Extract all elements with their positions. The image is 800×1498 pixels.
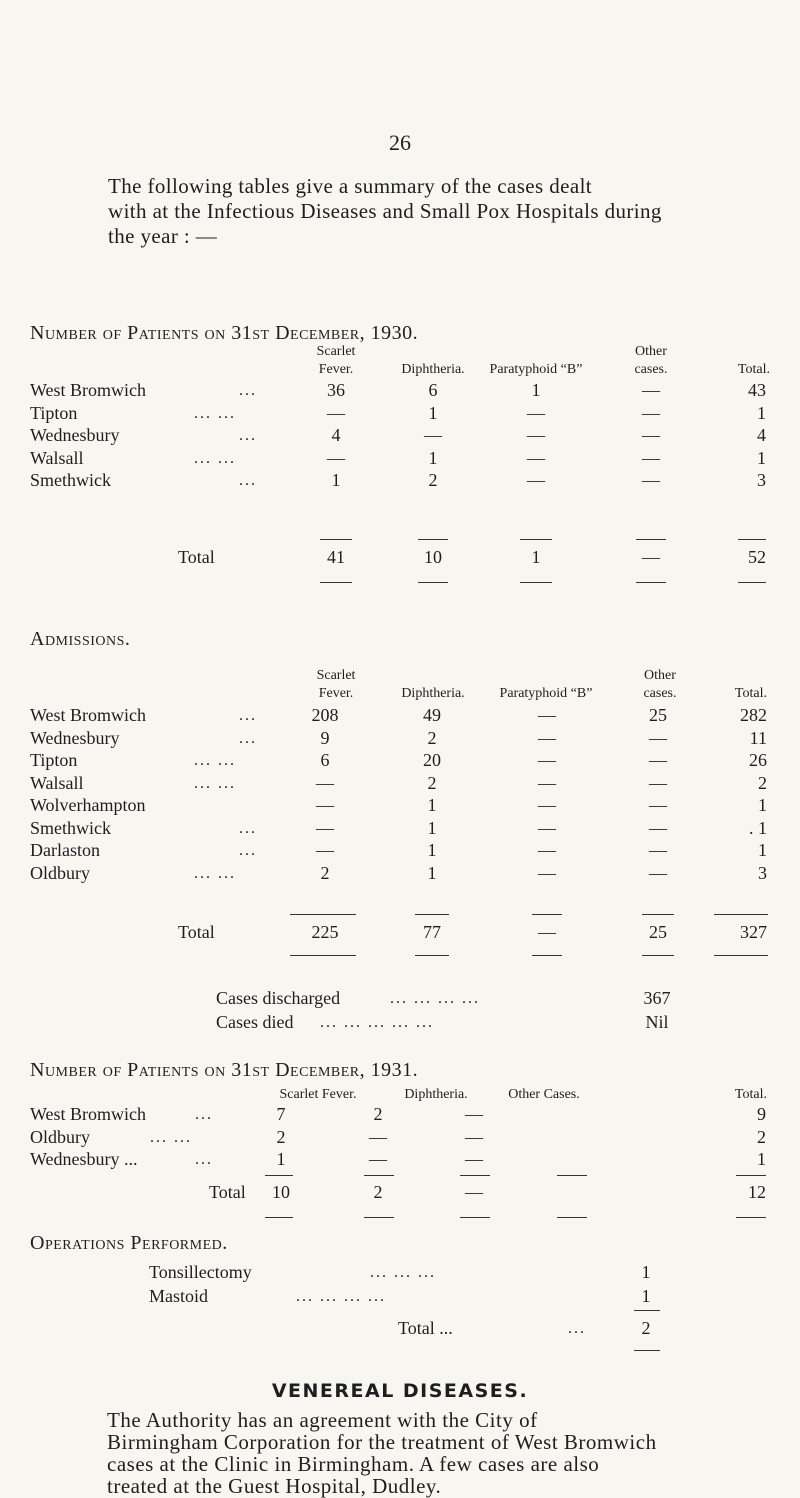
cases-discharged-dots: ... ... ... ... [390,990,480,1007]
table3-total-other: — [465,1182,483,1202]
table1-rule [418,539,448,540]
venereal-line: Birmingham Corporation for the treatment of West Bromwich [107,1430,657,1454]
table3-cell: — [465,1149,483,1169]
table1-cell: — [642,403,660,423]
table2-cell: 20 [423,750,441,770]
table2-rule [415,955,449,956]
table3-row-label: Oldbury [30,1127,90,1147]
table1-row-dots: ... [239,472,257,489]
table2-row-label: Wolverhampton [30,795,146,815]
table1-header-paratyphoid: Paratyphoid “B” [489,362,583,377]
table2-cell-total: 2 [758,773,767,793]
table2-cell: — [649,750,667,770]
table3-rule [557,1217,587,1218]
table3-rule [557,1175,587,1176]
table2-header-other-line2: cases. [643,686,677,701]
table1-cell: — [327,403,345,423]
table3-header-total: Total. [734,1087,767,1102]
operation-dots: ... ... ... ... [296,1288,386,1305]
table1-rule [636,582,666,583]
table3-rule [460,1175,490,1176]
table2-total-paratyphoid: — [538,922,556,942]
table2-cell: — [538,728,556,748]
table3-rule [736,1217,766,1218]
table2-cell: — [649,795,667,815]
table3-cell: — [369,1127,387,1147]
table3-row-dots: ... ... [150,1129,192,1146]
table1-rule [418,582,448,583]
table2-cell: — [649,818,667,838]
table2-total-diphtheria: 77 [423,922,441,942]
table1-rule [738,582,766,583]
table2-row-dots: ... [239,730,257,747]
table3-header-other: Other Cases. [508,1087,580,1102]
table2-row-dots: ... [239,820,257,837]
table3-rule [265,1217,293,1218]
table1-cell: — [527,425,545,445]
table1-row-label: Smethwick [30,470,111,490]
table3-rule [364,1175,394,1176]
operation-value: 1 [641,1262,651,1282]
table2-cell: 2 [427,773,437,793]
table1-total-label: Total [178,547,215,567]
table1-row-label: Walsall [30,448,84,468]
table2-cell: — [538,705,556,725]
table3-header-scarlet: Scarlet Fever. [279,1087,357,1102]
table2-cell: 1 [427,840,437,860]
table2-header-scarlet-line2: Fever. [318,686,354,701]
table3-cell: 2 [373,1104,383,1124]
table1-rule [738,539,766,540]
table1-cell: — [527,448,545,468]
venereal-line: cases at the Clinic in Birmingham. A few cases are also [107,1452,600,1476]
table2-header-other [620,667,700,703]
table1-cell-total: 1 [757,403,766,423]
table2-rule [642,914,674,915]
table2-cell-total: 1 [758,840,767,860]
table3-header-diphtheria: Diphtheria. [404,1087,468,1102]
table2-cell: — [538,795,556,815]
operation-dots: ... ... ... [370,1264,436,1281]
table2-title: Admissions. [30,628,131,650]
operations-total-dots: ... [568,1320,586,1337]
table3-total-total: 12 [748,1182,766,1202]
table2-cell: — [538,750,556,770]
table1-title: Number of Patients on 31st December, 1930. [30,322,419,344]
table2-cell-total: 1 [758,795,767,815]
table3-rule [460,1217,490,1218]
table1-cell: 6 [428,380,438,400]
operations-total-label: Total ... [398,1318,453,1338]
table1-header-scarlet-line1: Scarlet [316,344,356,359]
venereal-line: The Authority has an agreement with the City of [107,1408,538,1432]
table1-cell-total: 3 [757,470,766,490]
table2-header-diphtheria: Diphtheria. [401,686,465,701]
table1-row-dots: ... [239,427,257,444]
table2-header-paratyphoid: Paratyphoid “B” [499,686,593,701]
table4-title: Operations Performed. [30,1232,228,1254]
operations-rule [634,1350,660,1351]
table1-cell: — [642,448,660,468]
table2-cell: — [649,773,667,793]
table2-rule [642,955,674,956]
table2-header-scarlet [296,667,376,703]
operation-label: Tonsillectomy [149,1262,252,1282]
table3-cell: 2 [276,1127,286,1147]
table1-cell: 2 [428,470,438,490]
table3-cell: 1 [276,1149,286,1169]
table2-rule [290,955,356,956]
table1-row-label: Wednesbury [30,425,120,445]
table2-cell: — [649,840,667,860]
table1-rule [320,539,352,540]
table2-cell: 1 [427,863,437,883]
venereal-paragraph [107,1409,767,1497]
table1-cell: — [327,448,345,468]
table1-rule [320,582,352,583]
table2-total-scarlet: 225 [311,922,339,942]
table2-cell: 49 [423,705,441,725]
table2-row-dots: ... ... [194,865,236,882]
intro-line: with at the Infectious Diseases and Small Pox Hospitals during [108,199,662,223]
table2-cell: 25 [649,705,667,725]
table1-cell: — [642,380,660,400]
table2-rule [290,914,356,915]
intro-line: The following tables give a summary of the cases dealt [108,174,593,198]
table2-cell: 1 [427,818,437,838]
table2-cell: — [538,840,556,860]
table1-cell-total: 1 [757,448,766,468]
table1-cell-total: 43 [748,380,766,400]
table2-cell-total: 3 [758,863,767,883]
table1-total-other: — [642,547,660,567]
table3-cell: — [369,1149,387,1169]
table3-rule [736,1175,766,1176]
table2-rule [415,914,449,915]
table3-row-dots: ... [195,1106,213,1123]
table2-row-label: Smethwick [30,818,111,838]
table3-cell: 7 [276,1104,286,1124]
table2-cell: 2 [427,728,437,748]
table1-cell: — [642,425,660,445]
table2-row-label: Wednesbury [30,728,120,748]
table1-rule [520,539,552,540]
table2-row-label: Oldbury [30,863,90,883]
table1-cell: 1 [428,448,438,468]
cases-died-value: Nil [645,1012,669,1032]
table3-total-scarlet: 10 [272,1182,290,1202]
table2-cell: 9 [320,728,330,748]
table2-total-total: 327 [740,922,767,942]
table2-cell: — [649,728,667,748]
table1-cell: 4 [331,425,341,445]
table2-row-dots: ... [239,842,257,859]
table3-cell: — [465,1127,483,1147]
table2-rule [714,955,768,956]
table3-cell-total: 9 [757,1104,766,1124]
table2-rule [714,914,768,915]
table3-total-label: Total [209,1182,246,1202]
table1-cell: — [527,403,545,423]
table2-cell: — [538,773,556,793]
table1-header-other-line1: Other [635,344,667,359]
table1-cell: 36 [327,380,345,400]
table2-row-label: Tipton [30,750,78,770]
operations-total-value: 2 [641,1318,651,1338]
table3-rule [364,1217,394,1218]
table2-cell-total: 282 [740,705,767,725]
table2-cell-total: . 1 [749,818,767,838]
cases-discharged-value: 367 [643,988,671,1008]
table1-cell: 1 [531,380,541,400]
table1-cell: 1 [331,470,341,490]
operations-rule [634,1310,660,1311]
table1-total-diphtheria: 10 [424,547,442,567]
table2-cell: — [538,863,556,883]
table2-rule [532,955,562,956]
table2-cell: 2 [320,863,330,883]
table1-rule [520,582,552,583]
intro-paragraph [108,174,768,249]
table2-cell: — [316,818,334,838]
table1-cell: — [642,470,660,490]
table2-cell: — [316,773,334,793]
table1-row-dots: ... ... [194,405,236,422]
table3-cell: — [465,1104,483,1124]
table1-row-dots: ... [239,382,257,399]
table1-header-other [611,343,691,379]
page-number: 26 [389,130,411,155]
table2-cell: — [538,818,556,838]
table2-row-dots: ... ... [194,775,236,792]
table1-total-total: 52 [748,547,766,567]
cases-died-dots: ... ... ... ... ... [320,1014,434,1031]
table3-row-label: West Bromwich [30,1104,147,1124]
cases-discharged-label: Cases discharged [216,988,341,1008]
table1-header-scarlet-line2: Fever. [318,362,354,377]
table1-header-diphtheria: Diphtheria. [401,362,465,377]
table2-cell: 208 [311,705,339,725]
table3-cell-total: 1 [757,1149,766,1169]
table1-header-other-line2: cases. [634,362,668,377]
table2-header-other-line1: Other [644,668,676,683]
table3-row-dots: ... [195,1151,213,1168]
table2-cell: 1 [427,795,437,815]
table1-total-scarlet: 41 [327,547,345,567]
table1-row-dots: ... ... [194,450,236,467]
table1-total-paratyphoid: 1 [531,547,541,567]
table2-row-dots: ... [239,707,257,724]
table3-rule [265,1175,293,1176]
table2-cell: 6 [320,750,330,770]
table2-row-label: West Bromwich [30,705,147,725]
table2-cell: — [316,795,334,815]
table3-cell-total: 2 [757,1127,766,1147]
table2-header-total: Total. [734,686,767,701]
table2-row-label: Darlaston [30,840,100,860]
table2-total-other: 25 [649,922,667,942]
table2-header-scarlet-line1: Scarlet [316,668,356,683]
operation-value: 1 [641,1286,651,1306]
cases-died-label: Cases died [216,1012,294,1032]
table1-header-scarlet [296,343,376,379]
table1-cell: 1 [428,403,438,423]
table1-cell: — [527,470,545,490]
table1-cell-total: 4 [757,425,766,445]
table2-cell-total: 11 [749,728,767,748]
table2-cell: — [316,840,334,860]
venereal-section-title: VENEREAL DISEASES. [271,1380,529,1402]
table1-header-total: Total. [737,362,770,377]
venereal-line: treated at the Guest Hospital, Dudley. [107,1474,442,1498]
table2-row-dots: ... ... [194,752,236,769]
table2-rule [532,914,562,915]
table1-cell: — [424,425,442,445]
table3-total-diphtheria: 2 [373,1182,383,1202]
table1-row-label: West Bromwich [30,380,147,400]
table2-cell: — [649,863,667,883]
table1-row-label: Tipton [30,403,78,423]
table2-cell-total: 26 [749,750,767,770]
table1-rule [636,539,666,540]
operation-label: Mastoid [149,1286,209,1306]
intro-line: the year : — [108,224,218,248]
table2-row-label: Walsall [30,773,84,793]
table2-total-label: Total [178,922,215,942]
table3-title: Number of Patients on 31st December, 1931. [30,1059,419,1081]
table3-row-label: Wednesbury ... [30,1149,138,1169]
